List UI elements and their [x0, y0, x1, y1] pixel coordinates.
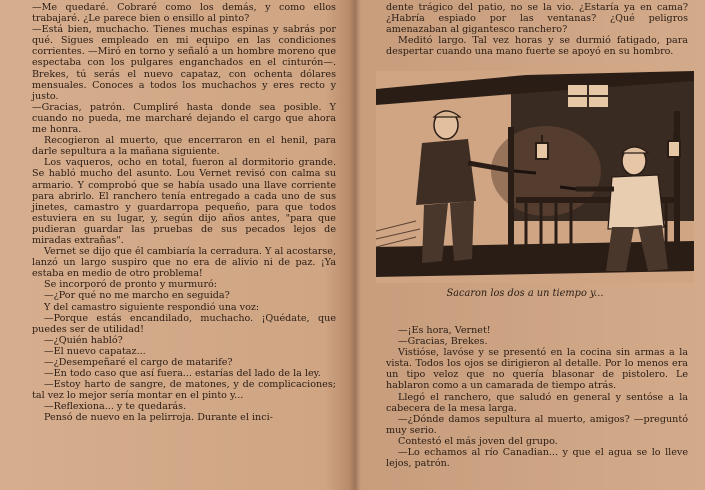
paragraph: Meditó largo. Tal vez horas y se durmió fatigado, para despertar cuando una mano fuerte se apoyó en su hombro. — [386, 35, 688, 58]
right-page-bottom-text — [386, 325, 688, 469]
paragraph: —Está bien, muchacho. Tienes muchas espinas y sabrás por qué. Sigues empleado en mi equipo en las condiciones corrientes. —Miró en torno y señaló a un hombre moreno que espectaba con los pulgares enganchados en el cinturón—. Brekes, tú serás el nuevo capataz, con ochenta dólares mensuales. Conoces a todos los muchachos y eres recto y justo. — [32, 24, 336, 102]
paragraph: Y del camastro siguiente respondió una voz: — [44, 301, 260, 313]
paragraph: —¿Desempeñaré el cargo de matarife? — [44, 357, 233, 368]
porch-post — [508, 127, 514, 247]
paragraph: Se incorporó de pronto y murmuró: — [44, 279, 218, 291]
illustration-caption: Sacaron los dos a un tiempo y... — [446, 288, 604, 299]
paragraph: —¿Quién habló? — [44, 334, 123, 346]
paragraph: dente trágico del patio, no se la vio. ¿Estaría ya en cama? ¿Habría espiado por las ventanas? ¿Qué peligros amenazaban al gigantesco ranchero? — [386, 2, 688, 36]
porch-post — [674, 111, 680, 247]
paragraph: Pensó de nuevo en la pelirroja. Durante el inci- — [44, 412, 273, 424]
right-page-top-text — [386, 2, 688, 57]
paragraph: —¿Por qué no me marcho en seguida? — [44, 290, 230, 302]
paragraph: —Gracias, patrón. Cumpliré hasta donde sea posible. Y cuando no pueda, me marcharé dejando el cargo que ahora me honra. — [32, 101, 336, 136]
paragraph: Los vaqueros, ocho en total, fueron al dormitorio grande. Se habló mucho del asunto. Lou Vernet revisó con calma su armario. Y comprobó que se había usado una llave corriente para abrirlo. El ranchero tenía entregado a cada uno de sus jinetes, camastro y guardarropa pequeño, para que todos estuviera en su lugar, y, según dijo años antes, "para que pudieran guardar las pruebas de sus pecados lejos de miradas extrañas". — [32, 157, 336, 246]
paragraph: Llegó el ranchero, que saludó en general y sentóse a la cabecera de la mesa larga. — [386, 391, 688, 414]
paragraph: —¡Es hora, Vernet! — [398, 325, 491, 336]
paragraph: —¿Dónde damos sepultura al muerto, amigos? —preguntó muy serio. — [386, 413, 688, 436]
paragraph: —En todo caso que así fuera... estarías del lado de la ley. — [44, 368, 321, 380]
left-page-text — [32, 2, 336, 424]
paragraph: Contestó el más joven del grupo. — [398, 435, 558, 447]
paragraph: Recogieron al muerto, que encerraron en el henil, para darle sepultura a la mañana siguiente. — [32, 135, 336, 158]
paragraph: —Estoy harto de sangre, de matones, y de complicaciones; tal vez lo mejor sería montar en el pinto y... — [32, 379, 336, 402]
paragraph: —Reflexiona... y te quedarás. — [44, 401, 187, 413]
paragraph: —Gracias, Brekes. — [398, 336, 488, 348]
paragraph: Vernet se dijo que él cambiaría la cerradura. Y al acostarse, lanzó un largo suspiro que no era de alivio ni de paz. ¡Ya estaba en medio de otro problema! — [32, 246, 336, 280]
left-page — [0, 0, 352, 490]
western-gunfight-illustration — [376, 71, 694, 283]
paragraph: —El nuevo capataz... — [44, 345, 146, 357]
paragraph: Vistióse, lavóse y se presentó en la cocina sin armas a la vista. Todos los ojos se dirigieron al detalle. Por lo menos era un tipo veloz que no quería blasonar de pistolero. Le hablaron como a un camarada de tiempo atrás. — [386, 347, 688, 392]
paragraph: —Porque estás encandilado, muchacho. ¡Quédate, que puedes ser de utilidad! — [32, 312, 336, 335]
paragraph: —Lo echamos al río Canadian... y que el agua se lo lleve lejos, patrón. — [386, 447, 688, 470]
paragraph: —Me quedaré. Cobraré como los demás, y como ellos trabajaré. ¿Le parece bien o ensillo al pinto? — [32, 2, 336, 25]
